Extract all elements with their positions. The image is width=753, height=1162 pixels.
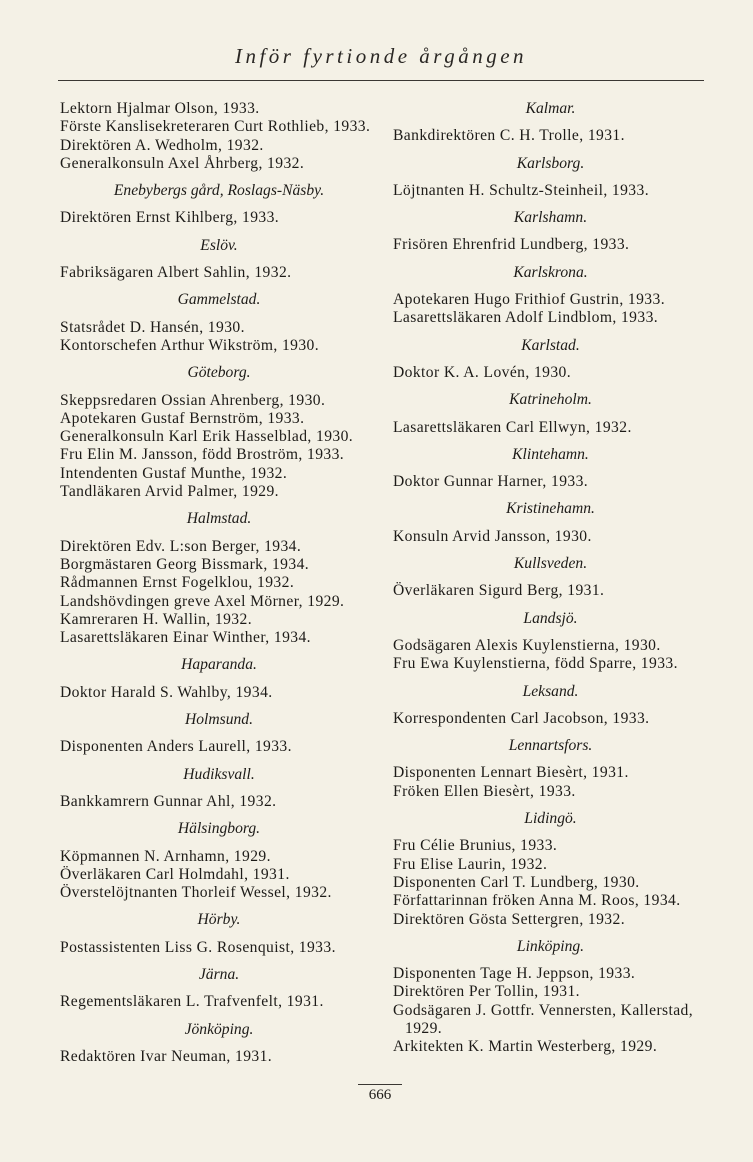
- member-entry: Doktor Harald S. Wahlby, 1934.: [60, 683, 273, 701]
- member-entry: Regementsläkaren L. Trafvenfelt, 1931.: [60, 993, 324, 1011]
- place-section: [393, 610, 708, 674]
- place-heading: Lennartsfors.: [508, 737, 593, 755]
- member-entry: Redaktören Ivar Neuman, 1931.: [60, 1047, 273, 1065]
- member-entry: Landshövdingen greve Axel Mörner, 1929.: [60, 592, 345, 610]
- member-entry: Postassistenten Liss G. Rosenquist, 1933.: [60, 938, 336, 956]
- place-heading: Jönköping.: [184, 1020, 254, 1038]
- place-heading: Gammelstad.: [177, 291, 261, 309]
- place-section: [393, 500, 708, 546]
- place-heading: Lidingö.: [524, 810, 577, 828]
- place-heading: Enebybergs gård, Roslags-Näsby.: [113, 182, 325, 200]
- member-entry: Direktören A. Wedholm, 1932.: [60, 136, 264, 154]
- member-entry: Överstelöjtnanten Thorleif Wessel, 1932.: [60, 884, 332, 902]
- place-section: [60, 766, 378, 812]
- place-heading: Holmsund.: [184, 711, 253, 729]
- place-section: [60, 510, 378, 647]
- member-entry: Generalkonsuln Axel Åhrberg, 1932.: [60, 154, 305, 172]
- member-entry: Överläkaren Carl Holmdahl, 1931.: [60, 865, 290, 883]
- place-heading: Karlshamn.: [513, 209, 588, 227]
- place-heading: Leksand.: [522, 682, 579, 700]
- place-heading: Karlstad.: [521, 336, 580, 354]
- place-section: [60, 911, 378, 957]
- member-entry: Fru Célie Brunius, 1933.: [393, 837, 558, 855]
- place-section: [393, 446, 708, 492]
- member-entry: Förste Kanslisekreteraren Curt Rothlieb, 1933.: [60, 118, 371, 136]
- member-entry: Fröken Ellen Biesèrt, 1933.: [393, 782, 576, 800]
- place-section: [393, 209, 708, 255]
- member-entry: Fabriksägaren Albert Sahlin, 1932.: [60, 264, 292, 282]
- place-section: [60, 291, 378, 355]
- place-section: [60, 820, 378, 902]
- member-entry: Generalkonsuln Karl Erik Hasselblad, 1930.: [60, 428, 354, 446]
- header-rule: [58, 80, 704, 81]
- place-heading: Hudiksvall.: [183, 765, 255, 783]
- member-entry: Frisören Ehrenfrid Lundberg, 1933.: [393, 236, 630, 254]
- place-section: [393, 737, 708, 801]
- place-section: [60, 364, 378, 501]
- place-section: [393, 555, 708, 601]
- place-section: [60, 966, 378, 1012]
- member-entry: Fru Ewa Kuylenstierna, född Sparre, 1933.: [393, 655, 678, 673]
- member-entry: Direktören Ernst Kihlberg, 1933.: [60, 209, 280, 227]
- member-entry: Korrespondenten Carl Jacobson, 1933.: [393, 709, 650, 727]
- member-entry: Godsägaren Alexis Kuylenstierna, 1930.: [393, 636, 661, 654]
- member-entry: Författarinnan fröken Anna M. Roos, 1934.: [393, 892, 681, 910]
- member-entry: Bankkamrern Gunnar Ahl, 1932.: [60, 792, 277, 810]
- member-entry: Direktören Per Tollin, 1931.: [393, 983, 580, 1001]
- place-heading: Hörby.: [197, 911, 241, 929]
- running-header: Inför fyrtionde årgången: [234, 44, 528, 68]
- place-section: [393, 337, 708, 383]
- member-entry: Konsuln Arvid Jansson, 1930.: [393, 527, 592, 545]
- place-section: [60, 182, 378, 228]
- place-heading: Kullsveden.: [513, 555, 588, 573]
- member-entry: Disponenten Anders Laurell, 1933.: [60, 738, 292, 756]
- page-number: 666: [358, 1084, 402, 1104]
- right-column: [393, 100, 708, 1057]
- place-heading: Kalmar.: [525, 100, 576, 117]
- member-entry: Bankdirektören C. H. Trolle, 1931.: [393, 127, 625, 145]
- member-entry: Arkitekten K. Martin Westerberg, 1929.: [393, 1038, 658, 1056]
- member-entry: Överläkaren Sigurd Berg, 1931.: [393, 582, 605, 600]
- place-heading: Karlsborg.: [516, 154, 585, 172]
- member-entry: Skeppsredaren Ossian Ahrenberg, 1930.: [60, 391, 326, 409]
- member-entry: Lasarettsläkaren Carl Ellwyn, 1932.: [393, 418, 632, 436]
- member-entry: Kontorschefen Arthur Wikström, 1930.: [60, 336, 320, 354]
- place-heading: Hälsingborg.: [177, 820, 261, 838]
- place-section: [60, 711, 378, 757]
- place-section: [393, 155, 708, 201]
- place-section: [60, 1021, 378, 1067]
- member-entry: Apotekaren Gustaf Bernström, 1933.: [60, 409, 305, 427]
- place-heading: Landsjö.: [523, 609, 578, 627]
- place-section: [60, 237, 378, 283]
- member-entry: Borgmästaren Georg Bissmark, 1934.: [60, 555, 310, 573]
- member-entry: Lektorn Hjalmar Olson, 1933.: [60, 100, 260, 117]
- place-heading: Karlskrona.: [513, 263, 588, 281]
- member-entry: Intendenten Gustaf Munthe, 1932.: [60, 464, 288, 482]
- member-entry: Fru Elise Laurin, 1932.: [393, 855, 548, 873]
- member-entry: Disponenten Tage H. Jeppson, 1933.: [393, 965, 636, 983]
- member-entry: Kamreraren H. Wallin, 1932.: [60, 610, 252, 628]
- place-heading: Eslöv.: [200, 236, 238, 254]
- place-section: [60, 656, 378, 702]
- place-section: [393, 810, 708, 929]
- member-entry: Direktören Gösta Settergren, 1932.: [393, 910, 626, 928]
- member-entry: Doktor Gunnar Harner, 1933.: [393, 473, 589, 491]
- place-heading: Göteborg.: [187, 364, 251, 382]
- place-heading: Haparanda.: [181, 656, 257, 674]
- left-column: [60, 100, 378, 1066]
- member-entry: Disponenten Carl T. Lundberg, 1930.: [393, 873, 640, 891]
- member-entry: Apotekaren Hugo Frithiof Gustrin, 1933.: [393, 291, 665, 309]
- member-entry: Lasarettsläkaren Adolf Lindblom, 1933.: [393, 309, 659, 327]
- member-entry: Doktor K. A. Lovén, 1930.: [393, 363, 572, 381]
- member-entry: Disponenten Lennart Biesèrt, 1931.: [393, 764, 629, 782]
- member-entry: Köpmannen N. Arnhamn, 1929.: [60, 847, 271, 865]
- place-heading: Halmstad.: [186, 510, 252, 528]
- place-heading: Linköping.: [516, 937, 585, 955]
- place-section: [393, 683, 708, 729]
- member-entry: Statsrådet D. Hansén, 1930.: [60, 318, 245, 336]
- member-entry: Direktören Edv. L:son Berger, 1934.: [60, 537, 302, 555]
- place-section: [393, 100, 708, 146]
- place-heading: Katrineholm.: [509, 391, 592, 409]
- member-entry: Lasarettsläkaren Einar Winther, 1934.: [60, 629, 311, 647]
- member-entry: Rådmannen Ernst Fogelklou, 1932.: [60, 574, 295, 592]
- member-entry: Tandläkaren Arvid Palmer, 1929.: [60, 483, 279, 501]
- place-section: [393, 938, 708, 1057]
- place-heading: Kristinehamn.: [506, 500, 595, 518]
- member-entry: Godsägaren J. Gottfr. Vennersten, Kallerstad, 1929.: [393, 1001, 694, 1037]
- place-section: [60, 100, 378, 173]
- place-section: [393, 391, 708, 437]
- member-entry: Fru Elin M. Jansson, född Broström, 1933.: [60, 446, 345, 464]
- place-heading: Klintehamn.: [512, 445, 589, 463]
- place-section: [393, 264, 708, 328]
- member-entry: Löjtnanten H. Schultz-Steinheil, 1933.: [393, 181, 649, 199]
- place-heading: Järna.: [198, 965, 240, 983]
